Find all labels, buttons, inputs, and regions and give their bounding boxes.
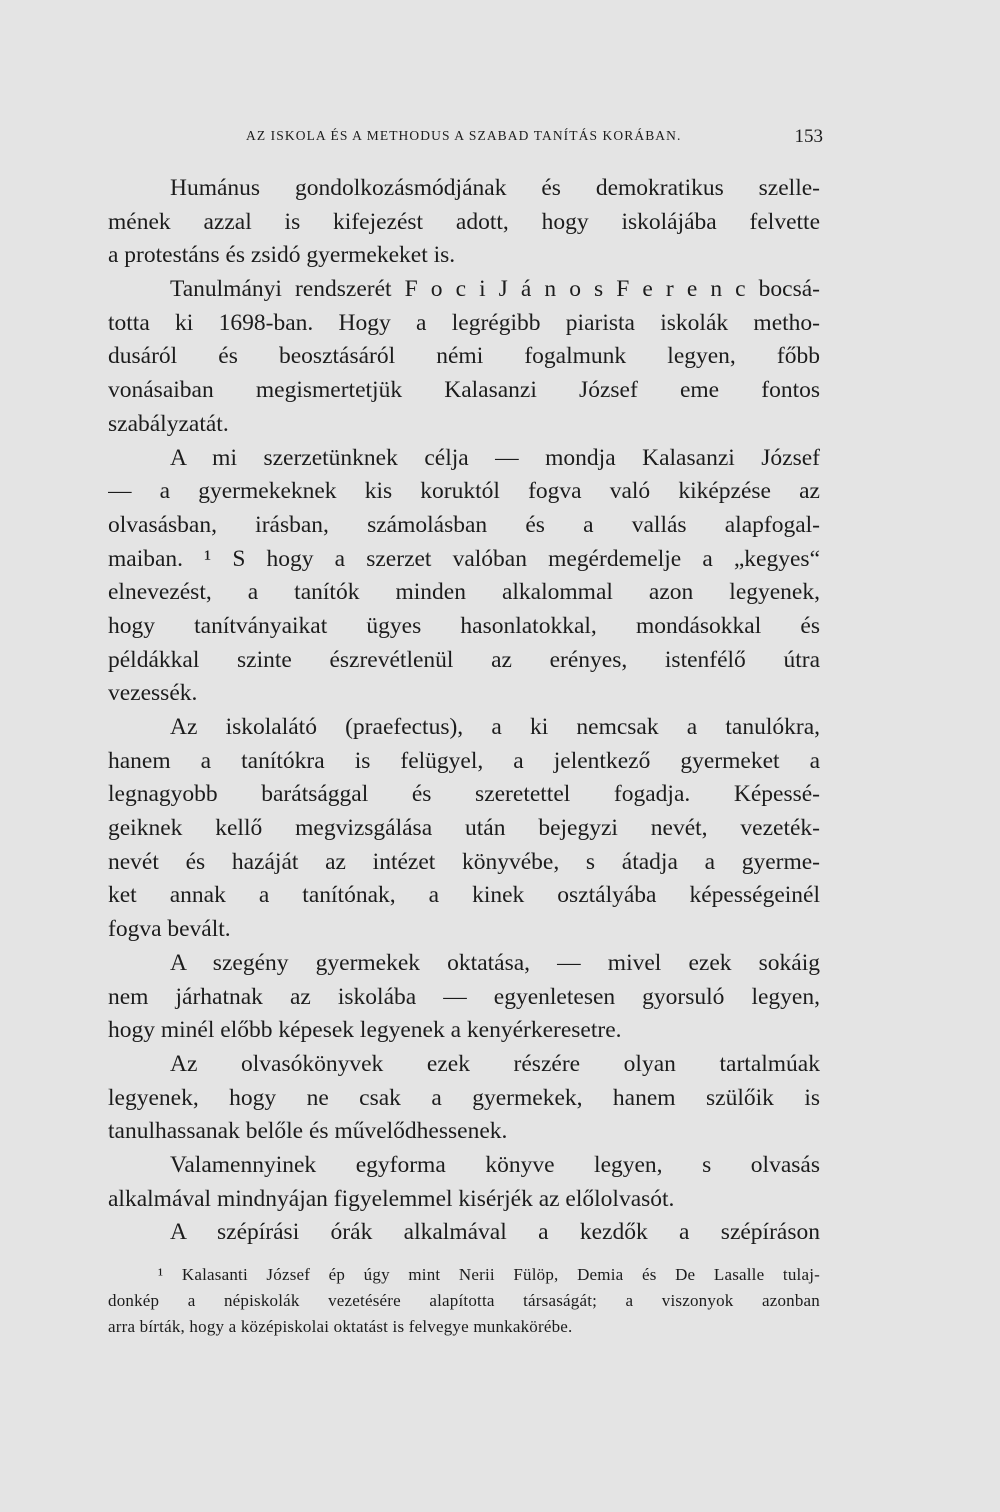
text-line: maiban. ¹ S hogy a szerzet valóban megérdemelje a „kegyes“ [108, 545, 820, 572]
text-line: totta ki 1698-ban. Hogy a legrégibb piarista iskolák metho- [108, 309, 820, 336]
footnote-line: ¹ Kalasanti József ép úgy mint Nerii Fülöp, Demia és De Lasalle tulaj- [158, 1265, 820, 1284]
text-line: alkalmával mindnyájan figyelemmel kisérjék az előlolvasót. [108, 1185, 675, 1212]
running-title: AZ ISKOLA ÉS A METHODUS A SZABAD TANÍTÁS KORÁBAN. [246, 128, 682, 143]
text-line: tanulhassanak belőle és művelődhessenek. [108, 1118, 508, 1145]
footnote-line: donkép a népiskolák vezetésére alapította társaságát; a viszonyok azonban [108, 1291, 820, 1310]
text-line: elnevezést, a tanítók minden alkalommal azon legyenek, [108, 579, 820, 606]
text-line: szabályzatát. [108, 410, 229, 437]
text-line: Humánus gondolkozásmódjának és demokratikus szelle- [170, 175, 820, 201]
text-line: nem járhatnak az iskolába — egyenletesen gyorsuló legyen, [108, 983, 820, 1010]
text-line: A mi szerzetünknek célja — mondja Kalasanzi József [170, 444, 820, 471]
text-line: A szegény gyermekek oktatása, — mivel ezek sokáig [170, 949, 820, 976]
text-line: vezessék. [108, 680, 198, 707]
text-line: Az iskolalátó (praefectus), a ki nemcsak a tanulókra, [170, 714, 820, 740]
text-line: hanem a tanítókra is felügyel, a jelentkező gyermeket a [108, 747, 820, 774]
text-line: — a gyermekeknek kis koruktól fogva való kiképzése az [108, 478, 820, 505]
text-line: nevét és hazáját az intézet könyvébe, s átadja a gyerme- [108, 848, 820, 875]
text-line: fogva bevált. [108, 916, 231, 943]
text-line: olvasásban, irásban, számolásban és a vallás alapfogal- [108, 511, 820, 538]
text-line: a protestáns és zsidó gyermekeket is. [108, 242, 456, 269]
text-line: hogy minél előbb képesek legyenek a kenyérkeresetre. [108, 1017, 622, 1044]
text-line: ket annak a tanítónak, a kinek osztályába képességeinél [108, 882, 820, 909]
page-number: 153 [794, 126, 823, 147]
text-line: Tanulmányi rendszerét F o c i J á n o s F e r e n c bocsá- [170, 276, 820, 303]
text-line: Az olvasókönyvek ezek részére olyan tartalmúak [170, 1050, 820, 1077]
body-text [108, 172, 820, 1250]
text-line: vonásaiban megismertetjük Kalasanzi József eme fontos [108, 377, 820, 404]
text-line: hogy tanítványaikat ügyes hasonlatokkal, mondásokkal és [108, 612, 820, 639]
footnotes [108, 1262, 820, 1340]
text-line: geiknek kellő megvizsgálása után bejegyzi nevét, vezeték- [108, 815, 820, 842]
running-head [108, 128, 823, 150]
text-line: dusáról és beosztásáról némi fogalmunk legyen, főbb [108, 343, 820, 370]
text-line: legnagyobb barátsággal és szeretettel fogadja. Képessé- [108, 781, 820, 808]
text-line: A szépírási órák alkalmával a kezdők a szépíráson [170, 1219, 820, 1246]
footnote-line: arra bírták, hogy a középiskolai oktatást is felvegye munkakörébe. [108, 1317, 573, 1336]
text-line: Valamennyinek egyforma könyve legyen, s olvasás [170, 1151, 820, 1178]
text-line: példákkal szinte észrevétlenül az erényes, istenfélő útra [108, 646, 820, 673]
text-line: mének azzal is kifejezést adott, hogy iskolájába felvette [108, 208, 820, 235]
text-line: legyenek, hogy ne csak a gyermekek, hanem szülőik is [108, 1084, 820, 1111]
